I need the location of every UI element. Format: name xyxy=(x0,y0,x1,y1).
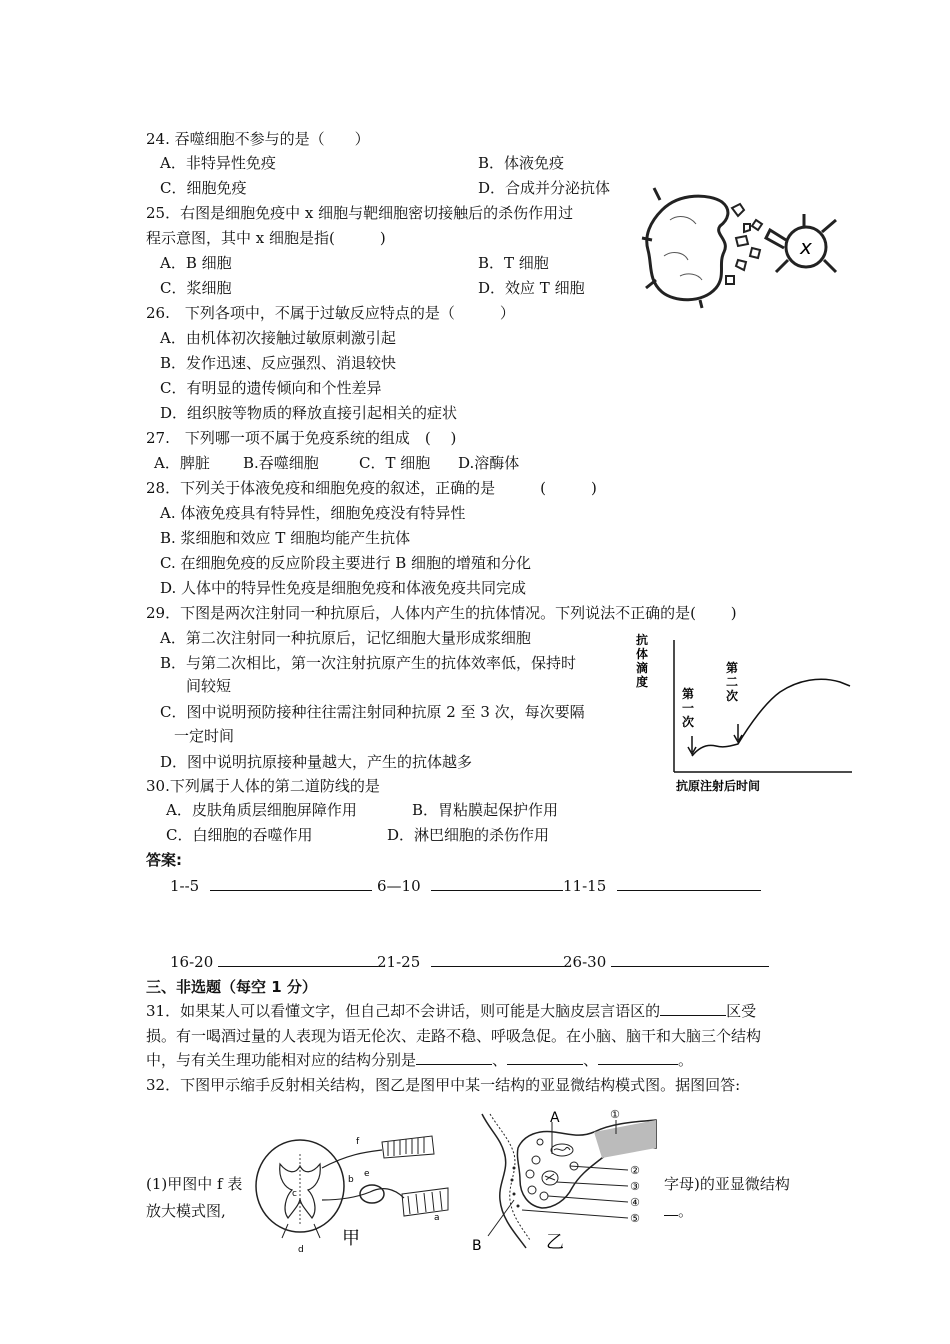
q31-blank-2[interactable] xyxy=(507,1050,583,1065)
q25-option-c: C．浆细胞 xyxy=(160,279,232,297)
answer-row-1-5 xyxy=(170,876,372,896)
first-label-1: 第 xyxy=(682,687,695,701)
q25-option-a: A．B 细胞 xyxy=(160,254,232,272)
answer-label-16-20: 16-20 xyxy=(170,953,214,971)
label-circle-1: ① xyxy=(610,1108,620,1121)
answer-label-6-10: 6—10 xyxy=(377,877,421,895)
q27-option-c: C．T 细胞 xyxy=(359,454,431,472)
q26-option-b: B．发作迅速、反应强烈、消退较快 xyxy=(160,354,397,372)
q32-part1-start: (1)甲图中 f 表 xyxy=(146,1175,243,1193)
cell-fragments xyxy=(726,204,762,284)
q29-option-b-line1: B．与第二次相比，第一次注射抗原产生的抗体效率低，保持时 xyxy=(160,654,577,672)
q26-stem: 26. 下列各项中，不属于过敏反应特点的是（ ） xyxy=(146,304,515,322)
q31-end: 。 xyxy=(678,1051,694,1069)
answer-label-1-5: 1--5 xyxy=(170,877,200,895)
label-B: B xyxy=(472,1238,482,1254)
q26-option-c: C．有明显的遗传倾向和个性差异 xyxy=(160,379,382,397)
q32-part2-period: 。 xyxy=(678,1202,694,1220)
q27-stem: 27. 下列哪一项不属于免疫系统的组成 ( ) xyxy=(146,429,457,447)
q31-blank-area[interactable] xyxy=(660,1001,726,1016)
q29-option-a: A．第二次注射同一种抗原后，记忆细胞大量形成浆细胞 xyxy=(160,629,531,647)
second-label-3: 次 xyxy=(726,689,739,703)
antibody-curve xyxy=(692,679,850,756)
q32-stem: 32．下图甲示缩手反射相关结构，图乙是图甲中某一结构的亚显微结构模式图。据图回答: xyxy=(146,1076,741,1094)
q30-option-d: D．淋巴细胞的杀伤作用 xyxy=(387,826,550,844)
q31-text-1b: 区受 xyxy=(726,1002,757,1020)
q27-option-b: B.吞噬细胞 xyxy=(243,454,319,472)
label-f: f xyxy=(356,1137,360,1147)
first-label-2: 一 xyxy=(682,701,695,715)
q25-option-b: B．T 细胞 xyxy=(478,254,549,272)
section3-title: 三、非选题（每空 1 分） xyxy=(146,978,317,996)
q27-option-a: A．脾脏 xyxy=(154,454,210,472)
answer-blank-16-20[interactable] xyxy=(218,952,378,967)
q26-option-a: A．由机体初次接触过敏原刺激引起 xyxy=(160,329,396,347)
label-A: A xyxy=(550,1110,560,1126)
answer-row-11-15 xyxy=(563,876,761,896)
answer-row-21-25 xyxy=(377,952,565,972)
fig-jia-label: 甲 xyxy=(342,1228,360,1249)
q31-text-1a: 31．如果某人可以看懂文字，但自己却不会讲话，则可能是大脑皮层言语区的 xyxy=(146,1002,661,1020)
q28-option-d: D. 人体中的特异性免疫是细胞免疫和体液免疫共同完成 xyxy=(160,579,527,597)
answer-blank-11-15[interactable] xyxy=(617,876,761,891)
q28-stem: 28．下列关于体液免疫和细胞免疫的叙述，正确的是 ( ) xyxy=(146,479,597,497)
q24-option-a: A．非特异性免疫 xyxy=(160,154,276,172)
y-label-3: 滴 xyxy=(636,661,649,675)
q30-option-c: C．白细胞的吞噬作用 xyxy=(166,826,313,844)
y-label-2: 体 xyxy=(636,647,649,661)
q30-option-a: A．皮肤角质层细胞屏障作用 xyxy=(166,801,357,819)
q30-option-b: B．胃粘膜起保护作用 xyxy=(412,801,559,819)
q25-option-d: D．效应 T 细胞 xyxy=(478,279,585,297)
q29-option-c-line1: C．图中说明预防接种往往需注射同种抗原 2 至 3 次，每次要隔 xyxy=(160,703,585,721)
fig-jia-reflex-arc xyxy=(252,1124,452,1256)
q28-option-b: B. 浆细胞和效应 T 细胞均能产生抗体 xyxy=(160,529,411,547)
label-circle-5: ⑤ xyxy=(630,1212,640,1225)
q31-line3 xyxy=(146,1050,693,1070)
q31-line1 xyxy=(146,1001,756,1021)
second-label-2: 二 xyxy=(726,675,739,689)
x-label: 抗原注射后时间 xyxy=(676,779,761,793)
x-cell-label: x xyxy=(800,235,812,259)
q27-option-d: D.溶酶体 xyxy=(458,454,520,472)
first-label-3: 次 xyxy=(682,715,695,729)
answer-blank-21-25[interactable] xyxy=(431,952,565,967)
label-b: b xyxy=(348,1175,354,1185)
answer-label-26-30: 26-30 xyxy=(563,953,607,971)
q28-option-c: C. 在细胞免疫的反应阶段主要进行 B 细胞的增殖和分化 xyxy=(160,554,532,572)
answer-row-6-10 xyxy=(377,876,563,896)
q24-option-b: B．体液免疫 xyxy=(478,154,565,172)
q24-stem: 24. 吞噬细胞不参与的是（ ） xyxy=(146,130,370,148)
answer-row-16-20 xyxy=(170,952,378,972)
y-label-1: 抗 xyxy=(636,633,649,647)
q29-option-b-line2: 间较短 xyxy=(186,677,232,695)
q30-stem: 30.下列属于人体的第二道防线的是 xyxy=(146,777,380,795)
q29-antibody-graph xyxy=(630,628,855,798)
q31-sep-1: 、 xyxy=(492,1051,508,1069)
label-circle-4: ④ xyxy=(630,1196,640,1209)
label-a: a xyxy=(434,1213,440,1223)
label-d: d xyxy=(298,1245,304,1255)
q29-option-c-line2: 一定时间 xyxy=(174,727,235,745)
answers-title: 答案: xyxy=(146,851,182,869)
answer-row-26-30 xyxy=(563,952,769,972)
q28-option-a: A. 体液免疫具有特异性，细胞免疫没有特异性 xyxy=(160,504,466,522)
x-cell xyxy=(766,214,836,272)
q29-stem: 29．下图是两次注射同一种抗原后，人体内产生的抗体情况。下列说法不正确的是( ) xyxy=(146,604,737,622)
label-e: e xyxy=(364,1169,370,1179)
q24-option-d: D．合成并分泌抗体 xyxy=(478,179,611,197)
q29-option-d: D．图中说明抗原接种量越大，产生的抗体越多 xyxy=(160,753,473,771)
q32-part1-end: 字母)的亚显微结构 xyxy=(664,1175,790,1193)
label-circle-2: ② xyxy=(630,1164,640,1177)
answer-label-11-15: 11-15 xyxy=(563,877,607,895)
y-label-4: 度 xyxy=(636,675,649,689)
q31-sep-2: 、 xyxy=(583,1051,599,1069)
answer-label-21-25: 21-25 xyxy=(377,953,421,971)
q32-part2-end xyxy=(664,1201,693,1221)
q25-stem-line2: 程示意图，其中 x 细胞是指( ) xyxy=(146,229,386,247)
q25-cell-figure xyxy=(640,180,845,310)
answer-blank-1-5[interactable] xyxy=(210,876,372,891)
q26-option-d: D．组织胺等物质的释放直接引起相关的症状 xyxy=(160,404,458,422)
fig-yi-label: 乙 xyxy=(546,1232,564,1253)
label-circle-3: ③ xyxy=(630,1180,640,1193)
q24-option-c: C．细胞免疫 xyxy=(160,179,247,197)
q25-stem-line1: 25．右图是细胞免疫中 x 细胞与靶细胞密切接触后的杀伤作用过 xyxy=(146,204,574,222)
answer-blank-6-10[interactable] xyxy=(431,876,563,891)
q31-text-3a: 中，与有关生理功能相对应的结构分别是 xyxy=(146,1051,417,1069)
q32-blank[interactable] xyxy=(664,1201,678,1216)
label-c: c xyxy=(292,1189,297,1199)
answer-blank-26-30[interactable] xyxy=(611,952,769,967)
fig-yi-synapse xyxy=(470,1108,662,1254)
second-label-1: 第 xyxy=(726,661,739,675)
q31-line2: 损。有一喝酒过量的人表现为语无伦次、走路不稳、呼吸急促。在小脑、脑干和大脑三个结构 xyxy=(146,1027,762,1045)
q32-part2-start: 放大模式图, xyxy=(146,1202,226,1220)
q31-blank-1[interactable] xyxy=(416,1050,492,1065)
target-cell xyxy=(647,196,728,300)
q31-blank-3[interactable] xyxy=(598,1050,678,1065)
